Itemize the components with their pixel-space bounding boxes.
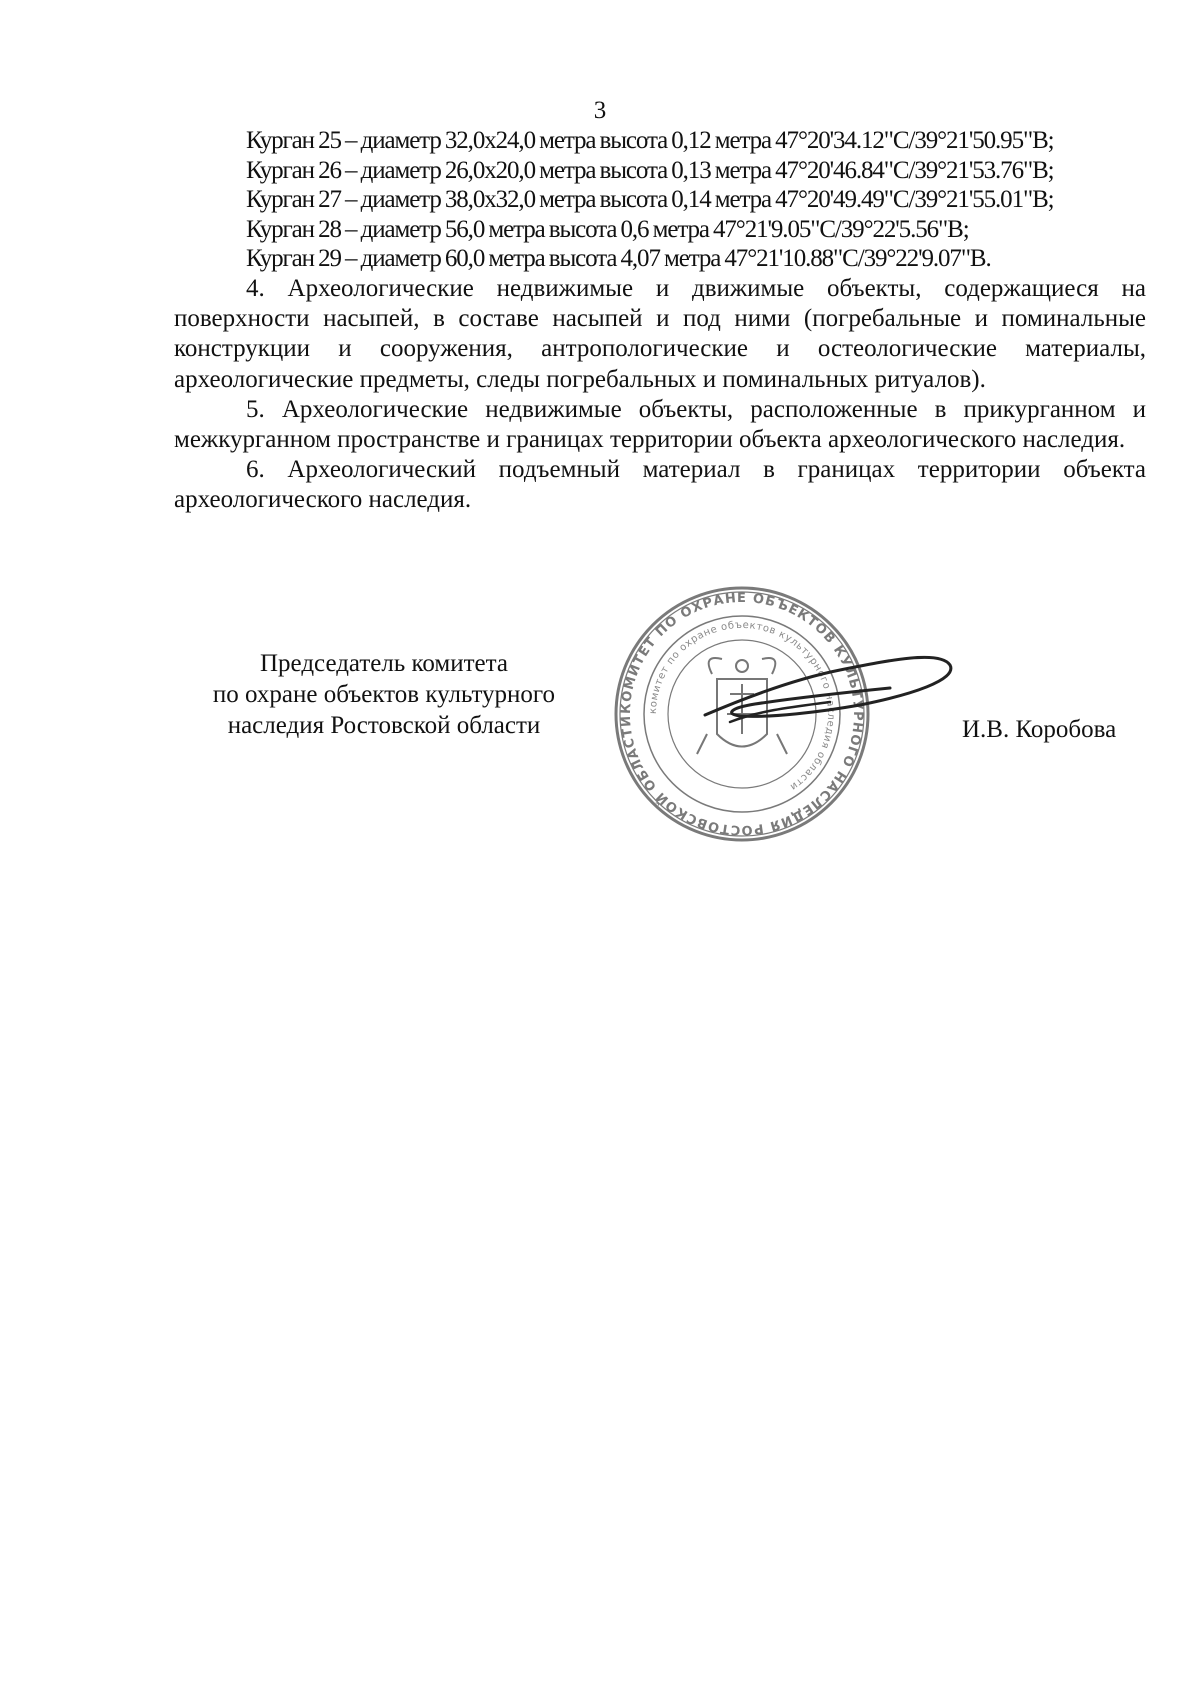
signatory-name: И.В. Коробова xyxy=(962,716,1117,743)
position-line: наследия Ростовской области xyxy=(227,712,541,739)
kurgan-item: Курган 27 – диаметр 38,0х32,0 метра высота 0,14 метра 47°20'49.49"С/39°21'55.01"В; xyxy=(246,186,1054,213)
paragraph-4: 4. Археологические недвижимые и движимые объекты, содержащиеся на поверхности насыпей, в составе насыпей и под ними (погребальные и поминальные конструкции и сооружения, антропологические и остеологические материалы, археологические предметы, следы погребальных и поминальных ритуалов). xyxy=(174,275,1146,393)
kurgan-item: Курган 26 – диаметр 26,0х20,0 метра высота 0,13 метра 47°20'46.84"С/39°21'53.76"В; xyxy=(246,156,1054,184)
kurgan-list xyxy=(246,126,1146,274)
paragraph-6: 6. Археологический подъемный материал в границах территории объекта археологического наследия. xyxy=(174,456,1146,514)
position-line: по охране объектов культурного xyxy=(212,681,556,708)
seal-outer-text: КОМИТЕТ ПО ОХРАНЕ ОБЪЕКТОВ КУЛЬТУРНОГО НАСЛЕДИЯ РОСТОВСКОЙ ОБЛАСТИ xyxy=(618,590,866,838)
handwritten-signature xyxy=(700,640,960,760)
document-body xyxy=(174,274,1146,516)
kurgan-item: Курган 25 – диаметр 32,0х24,0 метра высота 0,12 метра 47°20'34.12"С/39°21'50.95"В; xyxy=(246,127,1054,154)
kurgan-item: Курган 29 – диаметр 60,0 метра высота 4,07 метра 47°21'10.88"С/39°22'9.07"В. xyxy=(246,245,991,272)
seal-inner-text: комитет по охране объектов культурного наследия области xyxy=(647,619,837,793)
kurgan-item: Курган 28 – диаметр 56,0 метра высота 0,6 метра 47°21'9.05"С/39°22'5.56"В; xyxy=(246,215,969,243)
signatory-position xyxy=(184,648,584,741)
page-number: 3 xyxy=(593,97,607,124)
paragraph-5: 5. Археологические недвижимые объекты, расположенные в прикурганном и межкурганном пространстве и границах территории объекта археологического наследия. xyxy=(174,395,1146,454)
position-line: Председатель комитета xyxy=(260,650,508,677)
